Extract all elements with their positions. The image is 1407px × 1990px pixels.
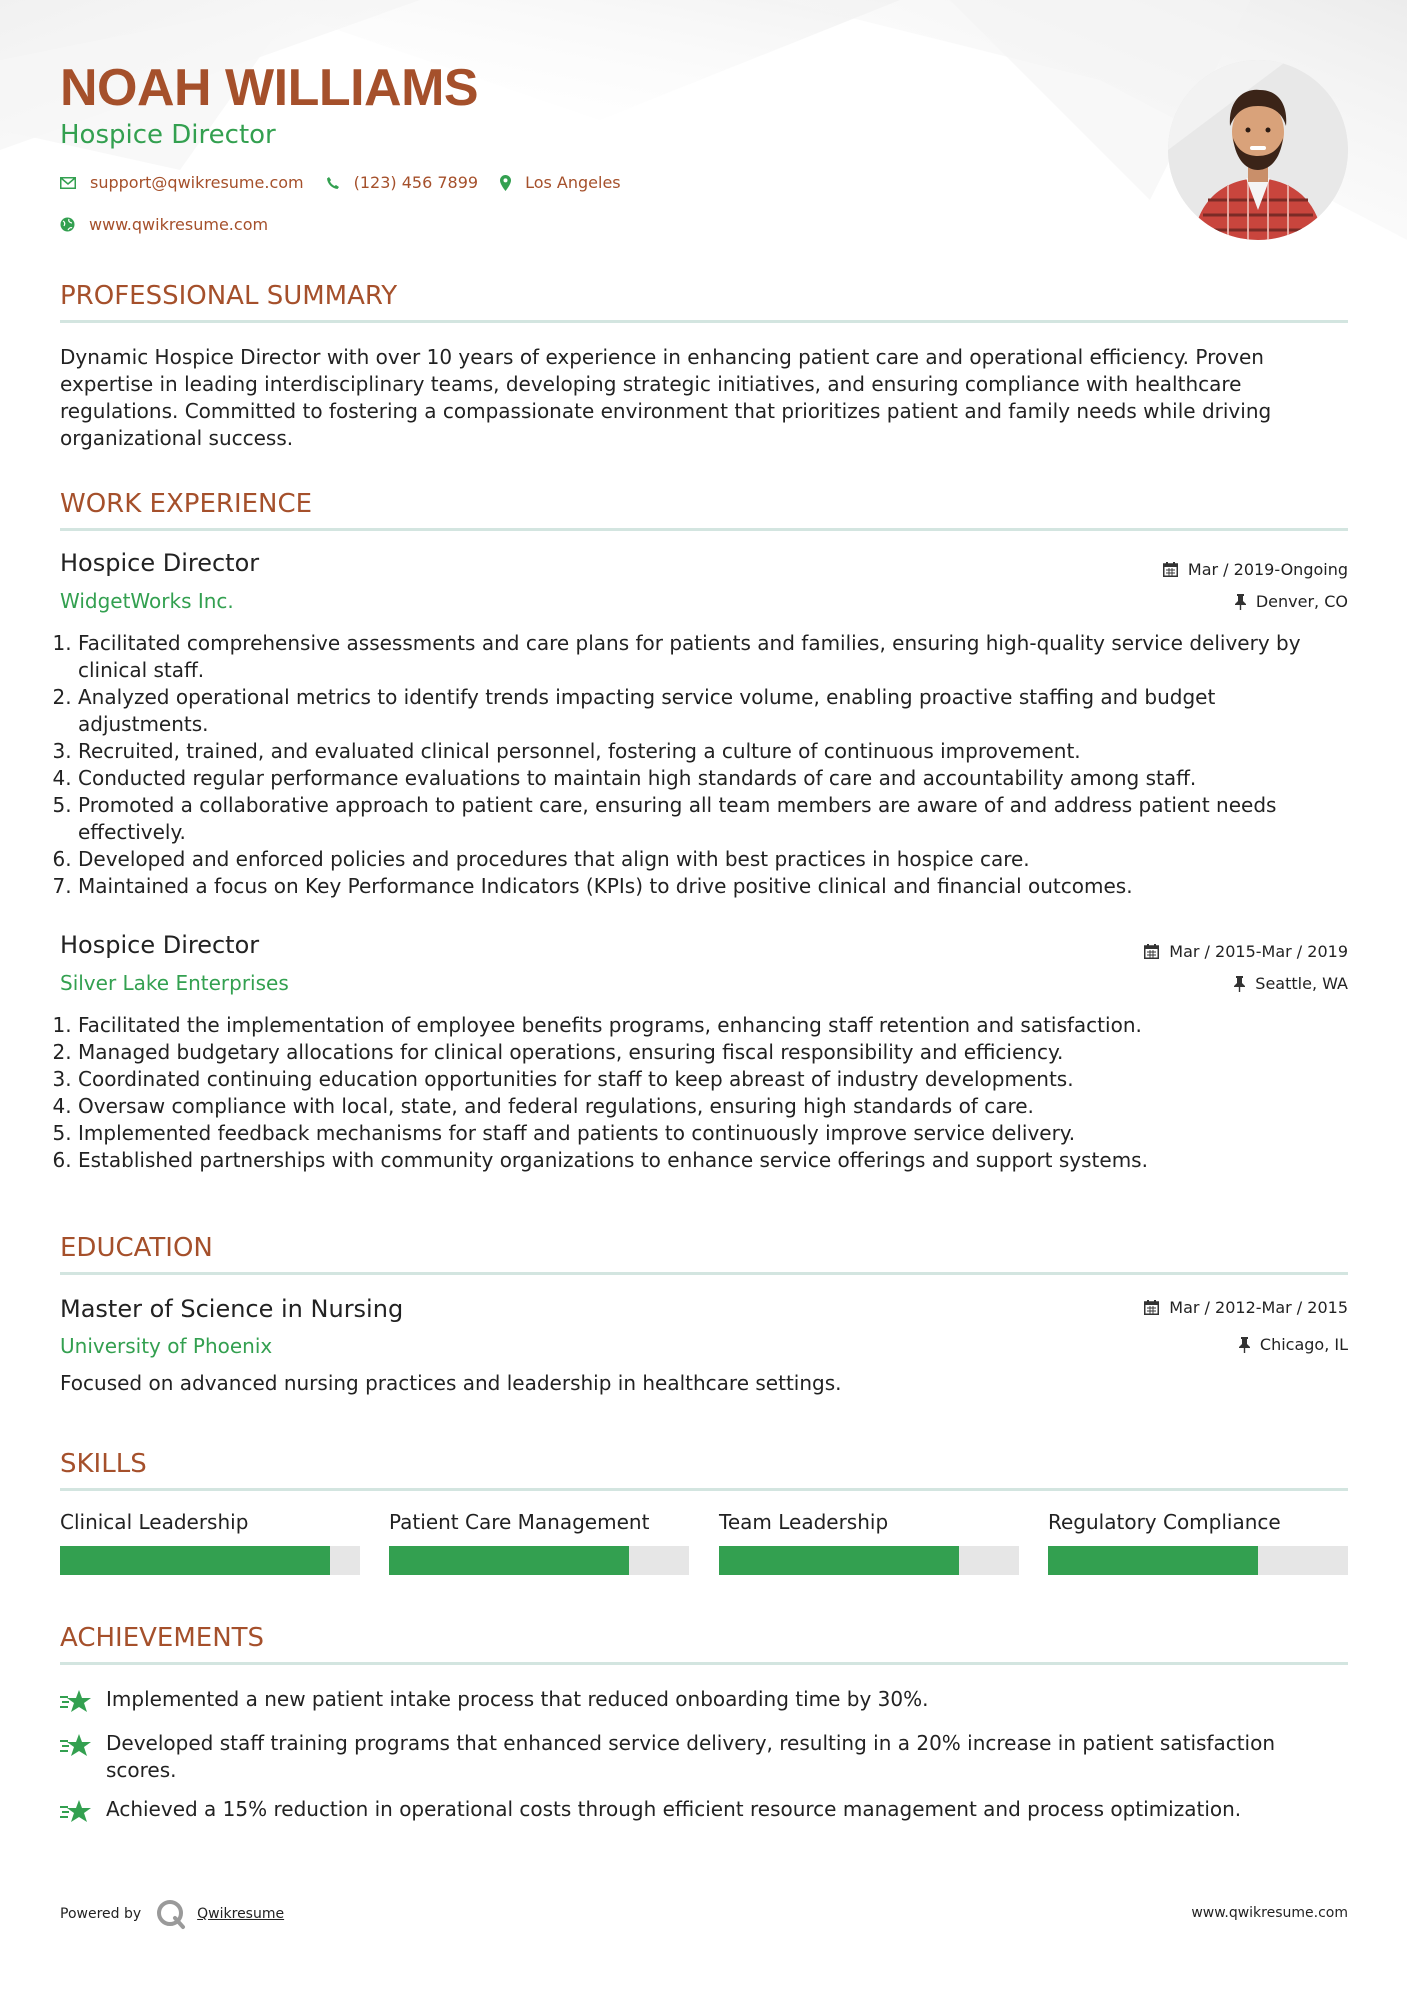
envelope-icon bbox=[60, 177, 76, 189]
phone-icon bbox=[326, 176, 340, 190]
education-dates-text: Mar / 2012-Mar / 2015 bbox=[1169, 1298, 1348, 1317]
skill-bar bbox=[60, 1546, 360, 1575]
skill-bar-fill bbox=[389, 1546, 629, 1575]
list-item: 2. Analyzed operational metrics to identify trends impacting service volume, enabling proactive staffing and budget adjustments. bbox=[78, 684, 1348, 738]
skill-item bbox=[60, 1510, 360, 1575]
profile-photo bbox=[1168, 60, 1348, 240]
skill-label: Regulatory Compliance bbox=[1048, 1510, 1281, 1534]
job-dates bbox=[1144, 942, 1348, 961]
achievements-heading: ACHIEVEMENTS bbox=[60, 1623, 1348, 1665]
email-text: support@qwikresume.com bbox=[90, 173, 304, 192]
location-item bbox=[500, 173, 621, 192]
job-bullets bbox=[60, 630, 1348, 900]
experience-heading: WORK EXPERIENCE bbox=[60, 489, 1348, 531]
job-title: Hospice Director bbox=[60, 931, 260, 959]
powered-by-label: Powered by bbox=[60, 1906, 142, 1922]
candidate-title: Hospice Director bbox=[60, 120, 276, 150]
education-description: Focused on advanced nursing practices and leadership in healthcare settings. bbox=[60, 1371, 842, 1395]
list-item: 6. Developed and enforced policies and procedures that align with best practices in hospice care. bbox=[78, 846, 1348, 873]
achievement-item bbox=[60, 1686, 1348, 1715]
skill-bar-fill bbox=[60, 1546, 330, 1575]
list-item: 3. Recruited, trained, and evaluated clinical personnel, fostering a culture of continuous improvement. bbox=[78, 738, 1348, 765]
list-item: 1. Facilitated the implementation of employee benefits programs, enhancing staff retention and satisfaction. bbox=[78, 1012, 1348, 1039]
list-item: 5. Promoted a collaborative approach to patient care, ensuring all team members are aware of and address patient needs effectively. bbox=[78, 792, 1348, 846]
summary-text: Dynamic Hospice Director with over 10 years of experience in enhancing patient care and operational efficiency. Proven expertise in leading interdisciplinary teams, developing strategic initiatives, and ensuring compliance with healthcare regulations. Committed to fostering a compassionate environment that prioritizes patient and family needs while driving organizational success. bbox=[60, 345, 1272, 450]
list-item: 2. Managed budgetary allocations for clinical operations, ensuring fiscal responsibility and efficiency. bbox=[78, 1039, 1348, 1066]
job-dates-text: Mar / 2019-Ongoing bbox=[1187, 560, 1348, 579]
qwikresume-link[interactable]: Qwikresume bbox=[197, 1906, 285, 1922]
email-item[interactable] bbox=[60, 173, 304, 192]
job-location-text: Denver, CO bbox=[1255, 592, 1348, 611]
school-name: University of Phoenix bbox=[60, 1334, 273, 1358]
job-location-text: Seattle, WA bbox=[1255, 974, 1348, 993]
job-dates bbox=[1163, 560, 1348, 579]
website-text: www.qwikresume.com bbox=[89, 215, 269, 234]
job-company: Silver Lake Enterprises bbox=[60, 971, 289, 995]
achievement-text: Implemented a new patient intake process that reduced onboarding time by 30%. bbox=[106, 1687, 929, 1711]
list-item: 6. Established partnerships with community organizations to enhance service offerings and support systems. bbox=[78, 1147, 1348, 1174]
skill-item bbox=[389, 1510, 689, 1575]
map-pin-icon bbox=[500, 175, 511, 191]
footer-powered-by bbox=[60, 1898, 284, 1930]
skill-bar bbox=[719, 1546, 1019, 1575]
skill-item bbox=[719, 1510, 1019, 1575]
globe-icon bbox=[60, 217, 75, 232]
summary-heading: PROFESSIONAL SUMMARY bbox=[60, 281, 1348, 323]
list-item: 5. Implemented feedback mechanisms for staff and patients to continuously improve service delivery. bbox=[78, 1120, 1348, 1147]
website-row bbox=[60, 215, 290, 234]
skill-label: Clinical Leadership bbox=[60, 1510, 249, 1534]
skill-label: Patient Care Management bbox=[389, 1510, 650, 1534]
pushpin-icon bbox=[1234, 976, 1245, 992]
calendar-icon bbox=[1163, 562, 1178, 577]
list-item: 4. Conducted regular performance evaluations to maintain high standards of care and accountability among staff. bbox=[78, 765, 1348, 792]
pushpin-icon bbox=[1239, 1337, 1250, 1353]
job-bullets bbox=[60, 1012, 1348, 1174]
calendar-icon bbox=[1144, 944, 1159, 959]
education-dates bbox=[1144, 1298, 1348, 1317]
skill-bar bbox=[1048, 1546, 1348, 1575]
achievement-text: Developed staff training programs that enhanced service delivery, resulting in a 20% increase in patient satisfaction scores. bbox=[106, 1731, 1276, 1782]
star-award-icon bbox=[60, 1733, 92, 1759]
list-item: 4. Oversaw compliance with local, state, and federal regulations, ensuring high standards of care. bbox=[78, 1093, 1348, 1120]
calendar-icon bbox=[1144, 1300, 1159, 1315]
skill-bar-fill bbox=[719, 1546, 959, 1575]
job-title: Hospice Director bbox=[60, 549, 260, 577]
skill-label: Team Leadership bbox=[719, 1510, 889, 1534]
candidate-name: NOAH WILLIAMS bbox=[60, 59, 479, 117]
list-item: 7. Maintained a focus on Key Performance Indicators (KPIs) to drive positive clinical and financial outcomes. bbox=[78, 873, 1348, 900]
contact-row bbox=[60, 173, 643, 192]
education-location-text: Chicago, IL bbox=[1259, 1335, 1348, 1354]
job-company: WidgetWorks Inc. bbox=[60, 589, 234, 613]
achievement-item bbox=[60, 1796, 1348, 1825]
degree-title: Master of Science in Nursing bbox=[60, 1295, 404, 1323]
phone-text: (123) 456 7899 bbox=[353, 173, 479, 192]
pushpin-icon bbox=[1235, 594, 1246, 610]
achievement-text: Achieved a 15% reduction in operational costs through efficient resource management and process optimization. bbox=[106, 1797, 1242, 1821]
education-location bbox=[1239, 1335, 1348, 1354]
phone-item[interactable] bbox=[326, 173, 478, 192]
achievement-item bbox=[60, 1730, 1348, 1784]
footer-url[interactable]: www.qwikresume.com bbox=[1191, 1905, 1348, 1921]
list-item: 1. Facilitated comprehensive assessments and care plans for patients and families, ensuring high-quality service delivery by clinical staff. bbox=[78, 630, 1348, 684]
job-dates-text: Mar / 2015-Mar / 2019 bbox=[1169, 942, 1348, 961]
job-location bbox=[1234, 974, 1348, 993]
list-item: 3. Coordinated continuing education opportunities for staff to keep abreast of industry developments. bbox=[78, 1066, 1348, 1093]
skills-heading: SKILLS bbox=[60, 1449, 1348, 1491]
skill-item bbox=[1048, 1510, 1348, 1575]
star-award-icon bbox=[60, 1689, 92, 1715]
skill-bar bbox=[389, 1546, 689, 1575]
avatar bbox=[1168, 60, 1348, 240]
job-location bbox=[1235, 592, 1348, 611]
skill-bar-fill bbox=[1048, 1546, 1258, 1575]
qwikresume-logo-icon bbox=[155, 1898, 187, 1930]
location-text: Los Angeles bbox=[525, 173, 621, 192]
star-award-icon bbox=[60, 1799, 92, 1825]
website-item[interactable] bbox=[60, 215, 268, 234]
education-heading: EDUCATION bbox=[60, 1233, 1348, 1275]
